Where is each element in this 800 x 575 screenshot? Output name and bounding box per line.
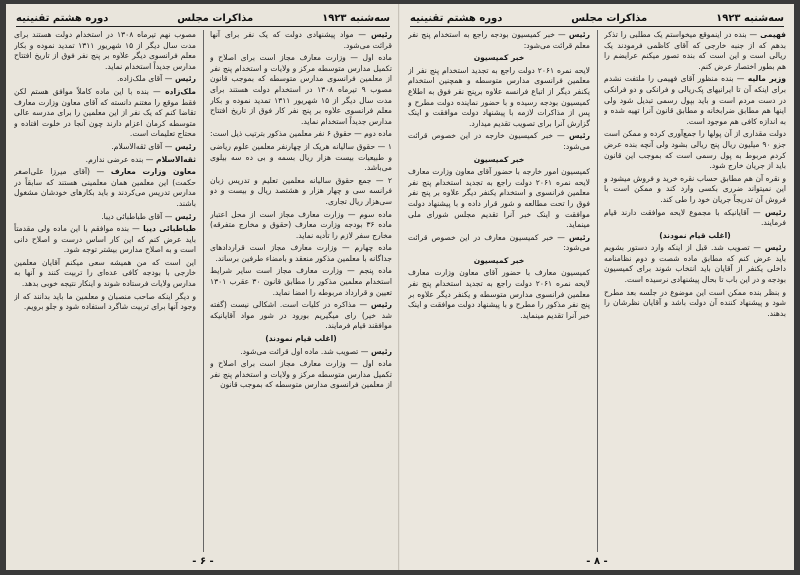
speaker-name: طباطبائی دیبا: [139, 224, 196, 234]
paragraph-text: ماده دوم — حقوق ۶ نفر معلمین مذکور بترتیب ذیل است:: [210, 129, 392, 139]
paragraph-text: ماده پنجم — وزارت معارف مجاز است سایر شرایط استخدام معلمین مذکور را مطابق قانون ۳۰ عقرب ۱۳۰۱ تعیین و قرارداد مربوطه را امضا نماید.: [210, 266, 392, 297]
speaker-name: رئیس: [172, 141, 196, 151]
paragraph-text: لایحه نمره ۲۰۶۱ دولت راجع به تجدید استخدام پنج نفر از معلمین فرانسوی مدارس متوسطه و همچنین استخدام یکنفر دیگر از اتباع فرانسه علاوه برپنج نفر فوق به اطلاع کمیسیون بودجه رسیده و با حضور نماینده دولت مطرح و پس از مذاکرات لازمه با پیشنهاد دولت موافقت و اینک گزارش آنرا برای تصویب تقدیم میدارد.: [408, 65, 590, 128]
column-divider: [597, 30, 598, 552]
paragraph-text: — خبر کمیسیون بودجه راجع به استخدام پنج نفر معلم قرائت می‌شود:: [408, 30, 590, 50]
paragraph: [604, 129, 786, 171]
paragraph: [14, 30, 196, 72]
right-page: [400, 4, 794, 570]
paragraph: [210, 347, 392, 358]
paragraph: [604, 74, 786, 127]
paragraph-text: — آقایانیکه با مجموع لایحه موافقت دارند قیام فرمایند.: [604, 207, 786, 228]
paragraph: [408, 167, 590, 231]
speaker-name: رئیس: [172, 211, 196, 221]
paragraph-text: این است که من همیشه سعی میکنم آقایان معلمین خارجی با بودجه کافی عده‌ای را تربیت کنند و آنها به مدارس ولایات فرستاده شوند و اینکار نتیجه خوبی بدهد.: [14, 257, 196, 289]
left-page-column-left: [14, 30, 196, 552]
paragraph-text: — بنده با این ماده کاملاً موافق هستم لکن فقط موقع را مغتنم دانسته که آقای معاون وزارت معارف تقاضا کنم که یک نفر از این معلمین را برای مدرسه عالی متوسطه کرمان اعزام دارند چون آنجا در خلوت افتاده و محتاج تعلیمات است.: [14, 86, 196, 139]
paragraph: [14, 224, 196, 256]
paragraph-text: — خبر کمیسیون خارجه در این خصوص قرائت می‌شود:: [408, 131, 590, 151]
paragraph-text: — بنده عرضی ندارم.: [85, 154, 154, 164]
paragraph: [210, 129, 392, 140]
speaker-name: رئیس: [368, 346, 392, 356]
paragraph-text: — (آقای میرزا علی‌اصغر حکمت) این معلمین همان معلمینی هستند که سابقاً در مدارس تدریس می‌کردند و باید بکارهای خودشان مشغول باشند.: [14, 167, 196, 208]
paragraph-text: — مذاکره در کلیات است. اشکالی نیست (گفته شد خیر) رای میگیریم بورود در شور مواد آقایانیکه موافقند قیام فرمایند.: [210, 300, 392, 331]
paragraph-text: (اغلب قیام نمودند): [265, 334, 337, 344]
speaker-name: رئیس: [564, 232, 590, 242]
paragraph: [604, 30, 786, 72]
paragraph: [408, 30, 590, 51]
paragraph: [408, 131, 590, 152]
paragraph: [210, 176, 392, 208]
speaker-name: معاون وزارت معارف: [104, 167, 196, 177]
paragraph-text: — آقای طباطبائی دیبا.: [101, 211, 173, 221]
speaker-name: رئیس: [367, 300, 392, 310]
right-page-column-right: [604, 30, 786, 552]
right-page-header: [410, 10, 784, 27]
paragraph-text: — خبر کمیسیون معارف در این خصوص قرائت می‌شود:: [408, 232, 590, 253]
paragraph: [210, 142, 392, 174]
speaker-name: رئیس: [564, 131, 590, 141]
paragraph: [210, 53, 392, 127]
paragraph-text: خبر کمیسیون: [473, 53, 525, 63]
paragraph: [408, 268, 590, 321]
paragraph: [604, 174, 786, 206]
paragraph-text: — تصویب شد. قبل از اینکه وارد دستور بشویم باید عرض کنم که مطابق ماده شصت و دوم نظامنامه داخلی یکنفر از آقایان باید انتخاب شوند برای کمیسیون بودجه و در این باب تا بحال پیشنهادی نرسیده است.: [604, 243, 786, 285]
right-header-title: مذاکرات مجلس: [571, 12, 648, 24]
paragraph: [604, 231, 786, 242]
paragraph-text: — بنده منظور آقای فهیمی را ملتفت نشدم برای اینکه آن تا ایرانیهای پک‌ریالی و فرانکی و دو فرانکی در دست مردم است و باید بپول رسمی تبدیل شود ولی اینها هم مطابق ضرابخانه و مطابق قانون آنرا تهیه شده و به اندازه کافی هم موجود است.: [604, 74, 786, 126]
speaker-name: رئیس: [565, 30, 590, 39]
left-page-number: - ۶ -: [192, 556, 214, 567]
paragraph-text: ماده اول — وزارت معارف مجاز است برای اصلاح و تکمیل مدارس متوسطه مرکز و ولایات و استخدام پنج نفر از معلمین فرانسوی مدارس متوسطه که بموجب قانون: [210, 359, 392, 390]
paragraph-text: — مواد پیشنهادی دولت که یک نفر برای آنها قرائت می‌شود.: [210, 30, 392, 50]
speaker-name: ملک‌زاده: [160, 86, 196, 96]
paragraph-text: — بنده موافقم با این ماده ولی مقدمتاً باید عرض کنم که این کار اساس درست و اصلاح دانی است و به اصلاح مدارس بیشتر توجه شود.: [14, 224, 196, 255]
paragraph-text: ۱ — حقوق سالیانه هریک از چهارنفر معلمین علوم ریاضی و طبیعیات بیست هزار ریال بسمه و بی ده سه بیلوی می‌باشد.: [210, 141, 392, 173]
left-header-title: مذاکرات مجلس: [177, 12, 254, 24]
paragraph: [604, 288, 786, 320]
paragraph-text: خبر کمیسیون: [473, 154, 525, 164]
paragraph: [210, 359, 392, 391]
paragraph-text: کمیسیون امور خارجه با حضور آقای معاون وزارت معارف لایحه نمره ۲۰۶۱ دولت راجع به تجدید استخدام پنج نفر معلمین فرانسوی و استخدام یکنفر دیگر علاوه بر پنج نفر فوق را تحت مطالعه و شور قرار داده و با پیشنهاد دولت موافقت و اینک خبر آنرا تقدیم مجلس شورای ملی مینماید.: [408, 167, 590, 230]
left-page: [6, 4, 400, 570]
paragraph-text: کمیسیون معارف با حضور آقای معاون وزارت معارف لایحه نمره ۲۰۶۱ دولت راجع به تجدید استخدام پنج نفر معلمین فرانسوی مدارس متوسطه و یکنفر دیگر علاوه بر پنج نفر مذکور را مطرح و با پیشنهاد دولت موافقت و اینک خبر آنرا تقدیم مینماید.: [408, 268, 590, 320]
paragraph-text: و بنظر بنده ممکن است این موضوع در جلسه بعد مطرح شود و پیشنهاد کننده آن دولت باشد و آقایان نظرشان را بدهند.: [604, 287, 786, 318]
paragraph: [14, 167, 196, 209]
paragraph: [408, 233, 590, 254]
paragraph: [14, 212, 196, 223]
paragraph-text: — آقای ملک‌زاده.: [116, 74, 173, 84]
speaker-name: رئیس: [172, 74, 196, 84]
paragraph-text: و نقره آن هم مطابق حساب نقره خرید و فروش میشود و این نمیتواند ضرری بکسی وارد کند و ممکن است با فروش آن تدریجاً جریان خود را طی کند.: [604, 173, 786, 204]
paragraph-text: — تصویب شد. ماده اول قرائت می‌شود.: [240, 346, 369, 356]
speaker-name: رئیس: [365, 30, 392, 39]
paragraph: [14, 155, 196, 166]
speaker-name: فهیمی: [757, 30, 786, 39]
right-header-session: سه‌شنبه ۱۹۲۳: [716, 12, 784, 24]
paragraph-text: ماده اول — وزارت معارف مجاز است برای اصلاح و تکمیل مدارس متوسطه مرکز و ولایات و استخدام پنج نفر از معلمین فرانسوی مدارس متوسطه که بموجب قانون مصوب ۹ تیرماه ۱۳۰۸ در استخدام دولت هستند برای مدت سال دیگر از ۱۵ شهریور ۱۳۱۱ تمدید نموده و بکار معلم فرانسوی علاوه بر پنج نفر کار فوق از تاریخ افتتاح مدارس جدیداً استخدام نماید.: [210, 53, 392, 126]
paragraph-text: دولت مقداری از آن پولها را جمع‌آوری کرده و ممکن است جزو ۹۰ میلیون ریال پنج ریالی بشود ولی آنچه بنده عرض کردم مربوط به پول رسمی است که بموجب این قانون باید از جریان خارج شود.: [604, 129, 786, 171]
paragraph-text: ۲ — جمع حقوق سالیانه معلمین تعلیم و تدریس زبان فرانسه سی و چهار هزار و هشتصد ریال و بیست و دو سی‌هزار ریال تجاری.: [210, 175, 392, 206]
paragraph: [210, 266, 392, 298]
speaker-name: وزیر مالیه: [744, 74, 786, 84]
paragraph-text: و دیگر اینکه صاحب منصبان و معلمین ما باید بدانند که از وجود آنها برای تربیت شاگرد استفاده شود و جلو برویم.: [14, 291, 196, 312]
column-divider: [203, 30, 204, 552]
paragraph: [210, 334, 392, 345]
paragraph-text: ماده چهارم — وزارت معارف مجاز است قراردادهای جداگانه با معلمین مذکور منعقد و بامضاء طرفین برساند.: [210, 243, 392, 263]
paragraph: [14, 258, 196, 290]
paragraph-text: مصوب نهم تیرماه ۱۳۰۸ در استخدام دولت هستند برای مدت سال دیگر از ۱۵ شهریور ۱۳۱۱ تمدید نموده و بکار معلم فرانسوی دیگر علاوه بر پنج نفر فوق از تاریخ افتتاح مدارس جدیداً استخدام نماید.: [14, 30, 196, 71]
speaker-name: رئیس: [760, 207, 786, 217]
paragraph: [604, 208, 786, 229]
paragraph: [14, 292, 196, 313]
paragraph: [408, 53, 590, 64]
speaker-name: ثقه‌الاسلام: [153, 154, 196, 164]
right-header-term: دوره هشتم تقنینیه: [410, 12, 503, 24]
paragraph-text: — آقای ثقه‌الاسلام.: [111, 141, 173, 151]
left-header-session: سه‌شنبه ۱۹۲۳: [322, 12, 390, 24]
paragraph-text: — بنده در اینموقع میخواستم یک مطلبی را تذکر بدهم که از جنبه خارجی که آقای کاظمی فرمودند یک ریالی است و این است که بنده تصور میکنم عرایضم را هم بطور اختصار عرض کنم.: [604, 30, 786, 71]
paragraph: [408, 256, 590, 267]
left-page-header: [16, 10, 390, 27]
right-page-column-left: [408, 30, 590, 552]
paragraph-text: خبر کمیسیون: [473, 255, 525, 265]
paragraph: [210, 210, 392, 242]
paragraph: [14, 87, 196, 140]
paragraph: [210, 30, 392, 51]
paragraph: [408, 155, 590, 166]
speaker-name: رئیس: [760, 243, 786, 253]
paragraph: [14, 74, 196, 85]
paragraph: [210, 243, 392, 264]
paragraph: [604, 243, 786, 285]
left-header-term: دوره هشتم تقنینیه: [16, 12, 109, 24]
paragraph: [210, 300, 392, 332]
document-spread: [6, 4, 794, 570]
left-page-column-right: [210, 30, 392, 552]
paragraph-text: (اغلب قیام نمودند): [659, 230, 731, 240]
paragraph: [408, 66, 590, 130]
paragraph: [14, 142, 196, 153]
paragraph-text: ماده سوم — وزارت معارف مجاز است از محل اعتبار ماده ۳۶ بودجه وزارت معارف (حقوق و مخارج متفرقه) مخارج سفر لازم را تأدیه نماید.: [210, 209, 392, 240]
right-page-number: - ۸ -: [586, 556, 608, 567]
